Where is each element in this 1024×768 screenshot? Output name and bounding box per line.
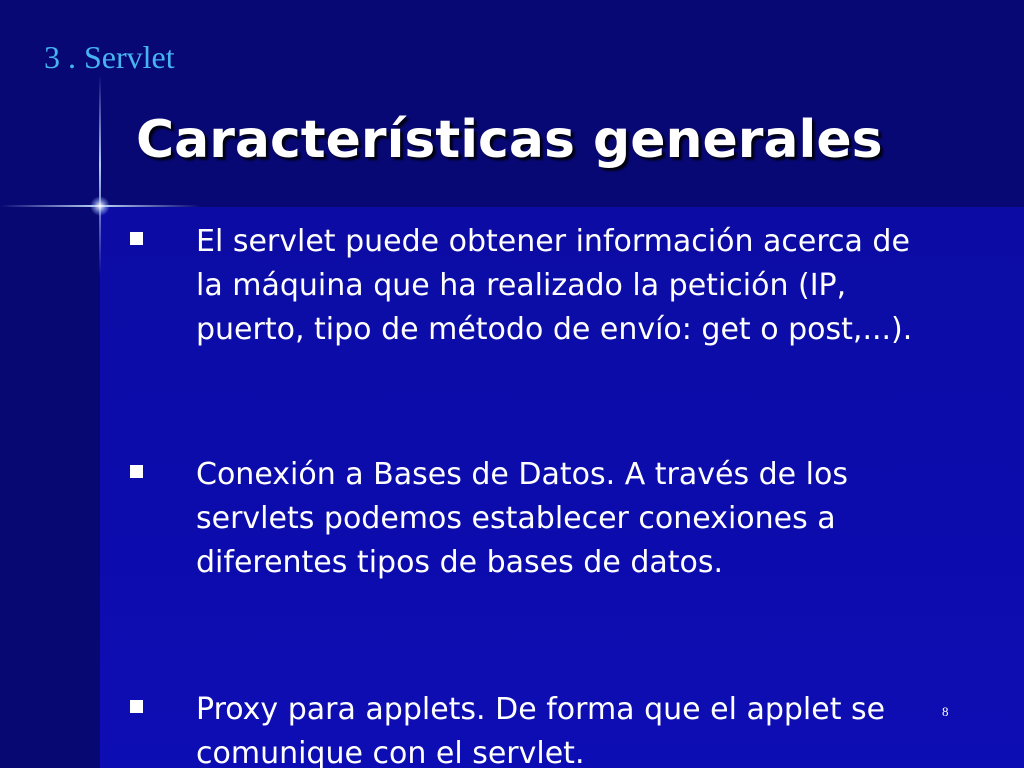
- bullet-text: Conexión a Bases de Datos. A través de los servlets podemos establecer conexiones a diferentes tipos de bases de datos.: [196, 457, 848, 580]
- square-bullet-icon: [130, 465, 143, 478]
- square-bullet-icon: [130, 700, 143, 713]
- slide-title: Características generales: [136, 110, 883, 170]
- bullet-text: Proxy para applets. De forma que el applet se comunique con el servlet.: [196, 692, 886, 768]
- section-label: 3 . Servlet: [44, 39, 175, 75]
- bullet-text: El servlet puede obtener información acerca de la máquina que ha realizado la petición (IP, puerto, tipo de método de envío: get o post,...).: [196, 224, 913, 347]
- square-bullet-icon: [130, 232, 143, 245]
- page-number: 8: [942, 704, 949, 719]
